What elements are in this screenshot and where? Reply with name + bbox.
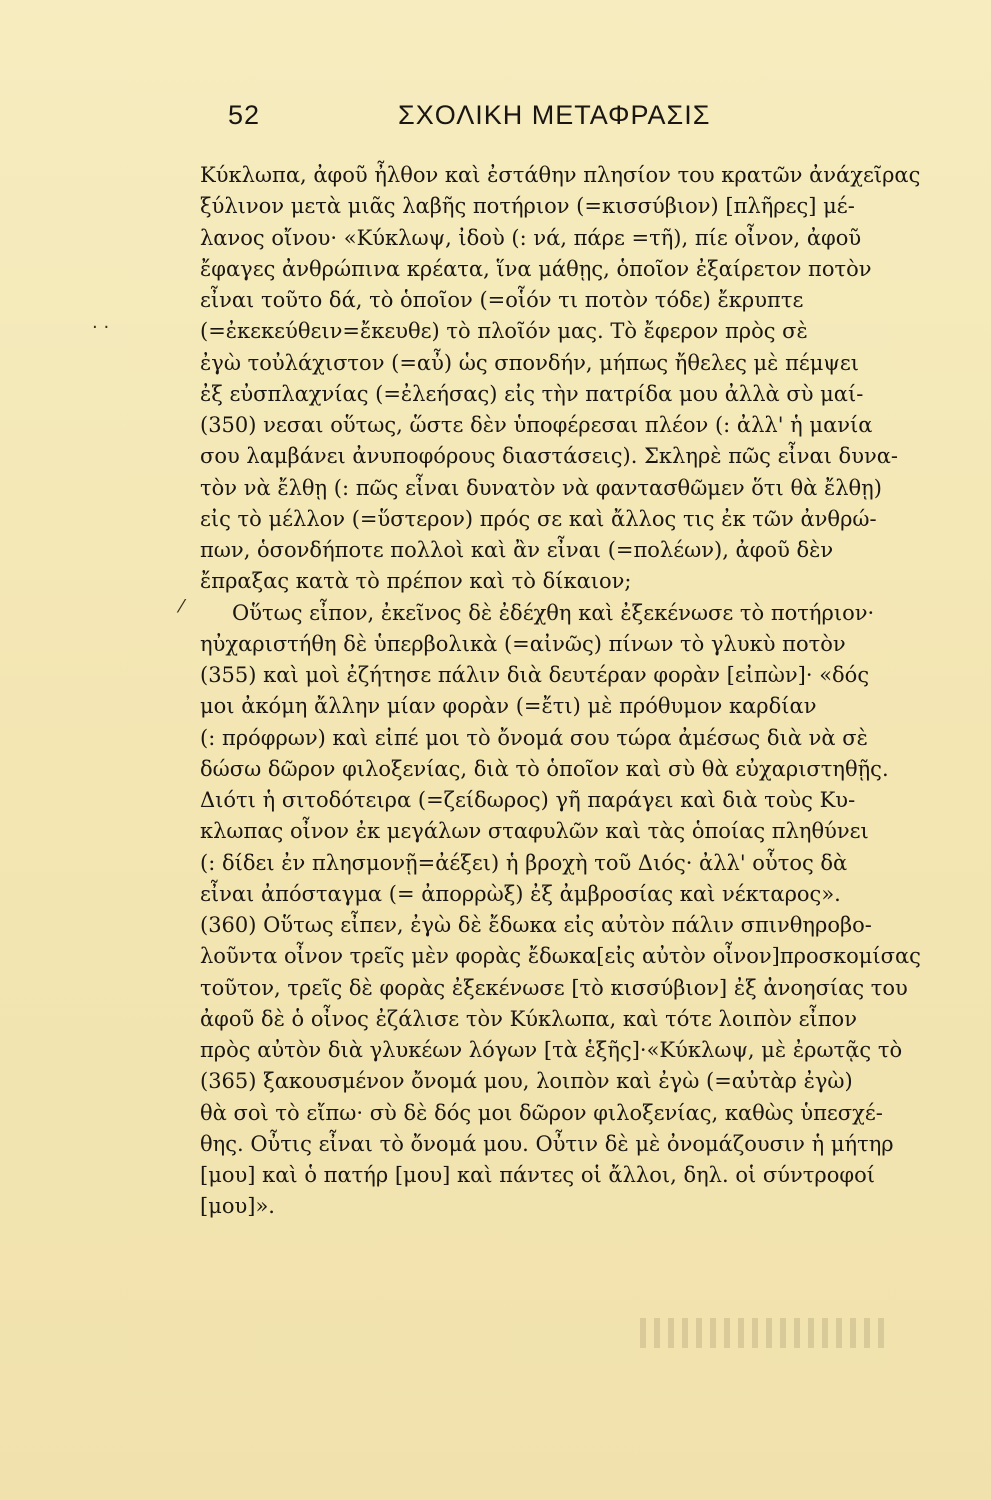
text-line: δώσω δῶρον φιλοξενίας, διὰ τὸ ὁποῖον καὶ σὺ θὰ εὐχαριστηθῇς.	[200, 756, 889, 781]
text-line: λοῦντα οἶνον τρεῖς μὲν φορὰς ἔδωκα[εἰς αὐτὸν οἶνον]προσκομίσας	[200, 944, 921, 969]
text-line: πων, ὁσονδήποτε πολλοὶ καὶ ἂν εἶναι (=πολέων), ἀφοῦ δὲν	[200, 538, 834, 562]
text-line: (365) ξακουσμένον ὄνομά μου, λοιπὸν καὶ ἐγὼ (=αὐτὰρ ἐγὼ)	[200, 1069, 853, 1094]
text-line: τὸν νὰ ἔλθῃ (: πῶς εἶναι δυνατὸν νὰ φαντασθῶμεν ὅτι θὰ ἔλθῃ)	[200, 475, 882, 500]
text-line: ἀφοῦ δὲ ὁ οἶνος ἐζάλισε τὸν Κύκλωπα, καὶ τότε λοιπὸν εἶπον	[200, 1006, 857, 1031]
text-line: ἐγὼ τοὐλάχιστον (=αὖ) ὡς σπονδήν, μήπως ἤθελες μὲ πέμψει	[200, 350, 860, 375]
text-line: εἶναι ἀπόσταγμα (= ἀπορρὼξ) ἐξ ἀμβροσίας καὶ νέκταρος».	[200, 881, 841, 906]
page-header	[0, 98, 991, 138]
text-line: (: δίδει ἐν πλησμονῇ=ἀέξει) ἡ βροχὴ τοῦ Διός· ἀλλ' οὗτος δὰ	[200, 850, 848, 875]
text-line: τοῦτον, τρεῖς δὲ φορὰς ἐξεκένωσε [τὸ κισσύβιον] ἐξ ἀνοησίας του	[200, 975, 908, 1000]
margin-dots-mark: . .	[92, 312, 110, 333]
text-line: (360) Οὕτως εἶπεν, ἐγὼ δὲ ἔδωκα εἰς αὐτὸν πάλιν σπινθηροβο-	[200, 913, 872, 937]
text-line: ηὐχαριστήθη δὲ ὑπερβολικὰ (=αἰνῶς) πίνων τὸ γλυκὺ ποτὸν	[200, 631, 846, 656]
text-line: εἰς τὸ μέλλον (=ὕστερον) πρός σε καὶ ἄλλος τις ἐκ τῶν ἀνθρώ-	[200, 506, 877, 531]
text-line: εἶναι τοῦτο δά, τὸ ὁποῖον (=οἷόν τι ποτὸν τόδε) ἔκρυπτε	[200, 288, 804, 312]
text-line: ξύλινον μετὰ μιᾶς λαβῆς ποτήριον (=κισσύβιον) [πλῆρες] μέ-	[200, 194, 855, 219]
text-line: θὰ σοὶ τὸ εἴπω· σὺ δὲ δός μοι δῶρον φιλοξενίας, καθὼς ὑπεσχέ-	[200, 1100, 883, 1125]
text-line: κλωπας οἶνον ἐκ μεγάλων σταφυλῶν καὶ τὰς ὁποίας πληθύνει	[200, 819, 869, 844]
text-line: Διότι ἡ σιτοδότειρα (=ζείδωρος) γῆ παράγει καὶ διὰ τοὺς Κυ-	[200, 788, 856, 812]
text-line: πρὸς αὐτὸν διὰ γλυκέων λόγων [τὰ ἑξῆς]·«Κύκλωψ, μὲ ἐρωτᾷς τὸ	[200, 1038, 903, 1062]
text-line: λανος οἴνου· «Κύκλωψ, ἰδοὺ (: νά, πάρε =τῆ), πίε οἶνον, ἀφοῦ	[200, 225, 862, 250]
text-line: (350) νεσαι οὕτως, ὥστε δὲν ὑποφέρεσαι πλέον (: ἀλλ' ἡ μανία	[200, 413, 873, 437]
running-title: ΣΧΟΛΙΚΗ ΜΕΤΑΦΡΑΣΙΣ	[398, 100, 711, 130]
text-line: σου λαμβάνει ἀνυποφόρους διαστάσεις). Σκληρὲ πῶς εἶναι δυνα-	[200, 444, 899, 469]
text-line: θης. Οὖτις εἶναι τὸ ὄνομά μου. Οὖτιν δὲ μὲ ὀνομάζουσιν ἡ μήτηρ	[200, 1131, 894, 1156]
text-line: ἔφαγες ἀνθρώπινα κρέατα, ἵνα μάθῃς, ὁποῖον ἐξαίρετον ποτὸν	[200, 256, 872, 281]
text-line: μοι ἀκόμη ἄλλην μίαν φορὰν (=ἔτι) μὲ πρόθυμον καρδίαν	[200, 694, 817, 719]
text-line: (=ἐκεκεύθειν=ἔκευθε) τὸ πλοῖόν μας. Τὸ ἔφερον πρὸς σὲ	[200, 319, 808, 344]
text-line: Κύκλωπα, ἀφοῦ ἦλθον καὶ ἐστάθην πλησίον του κρατῶν ἀνάχεῖρας	[200, 163, 921, 187]
text-line: [μου]».	[200, 1194, 275, 1219]
bleed-through-smudge	[640, 1318, 890, 1348]
page-number: 52	[228, 100, 261, 130]
text-line: (: πρόφρων) καὶ εἰπέ μοι τὸ ὄνομά σου τώρα ἀμέσως διὰ νὰ σὲ	[200, 725, 868, 750]
text-line: [μου] καὶ ὁ πατήρ [μου] καὶ πάντες οἱ ἄλλοι, δηλ. οἱ σύντροφοί	[200, 1163, 875, 1187]
text-line: Οὕτως εἶπον, ἐκεῖνος δὲ ἐδέχθη καὶ ἐξεκένωσε τὸ ποτήριον·	[232, 600, 875, 625]
text-line: ἔπραξας κατὰ τὸ πρέπον καὶ τὸ δίκαιον;	[200, 569, 632, 594]
text-line: ἐξ εὐσπλαχνίας (=ἐλεήσας) εἰς τὴν πατρίδα μου ἀλλὰ σὺ μαί-	[200, 381, 864, 406]
margin-tick-mark: ⁄	[180, 596, 184, 617]
body-text	[200, 160, 921, 1223]
text-line: (355) καὶ μοὶ ἐζήτησε πάλιν διὰ δευτέραν φορὰν [εἰπὼν]· «δός	[200, 663, 870, 687]
